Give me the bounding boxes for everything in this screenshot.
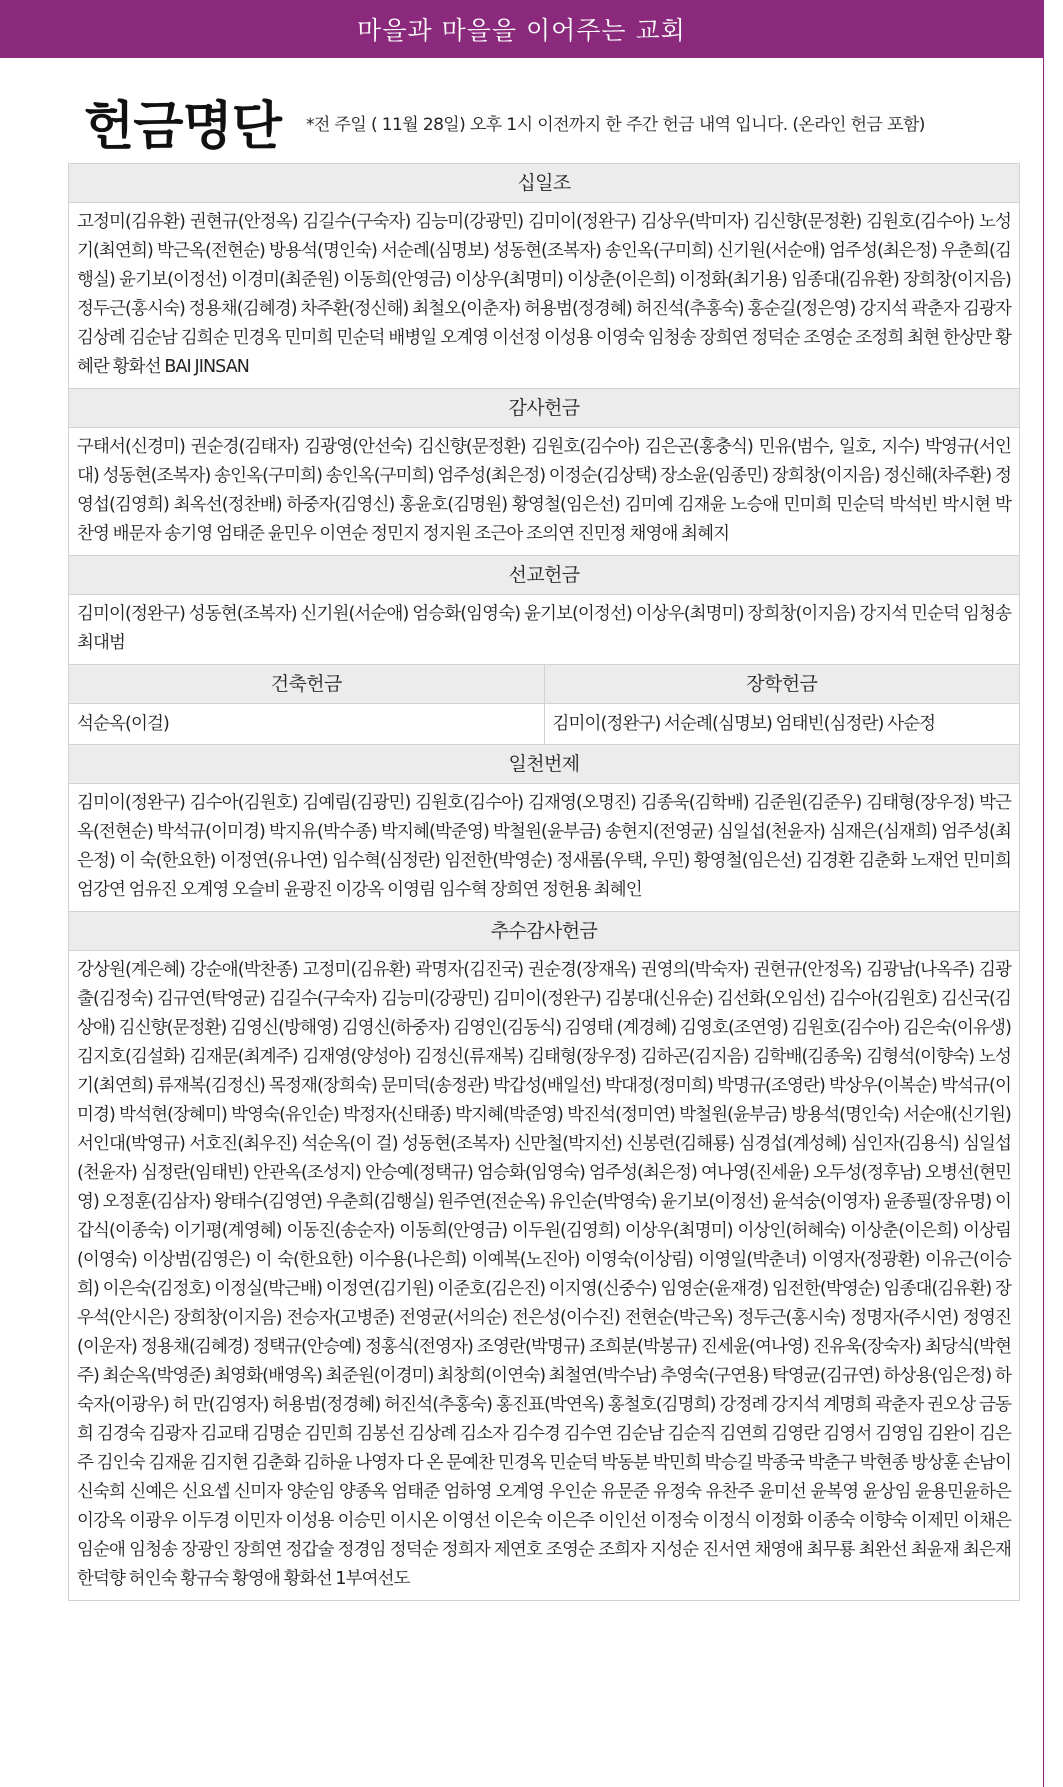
section-heading-scholarship: 장학헌금 — [545, 665, 1020, 704]
section-names-scholarship: 김미이(정완구) 서순례(심명보) 엄태빈(심정란) 사순정 — [552, 714, 936, 734]
page-subtitle: *전 주일 ( 11월 28일) 오후 1시 이전까지 한 주간 헌금 내역 입니다. (온라인 헌금 포함) — [306, 115, 925, 135]
section-heading-mission: 선교헌금 — [69, 556, 1019, 595]
section-heading-tithe: 십일조 — [69, 164, 1019, 203]
section-names-tithe: 고정미(김유환) 권현규(안정옥) 김길수(구숙자) 김능미(강광민) 김미이(정완구) 김상우(박미자) 김신향(문정환) 김원호(김수아) 노성기(최연희) 박근옥(전현순) 방용석(명인숙) 서순례(심명보) 성동현(조복자) 송인옥(구미희) 신기원(서순애) 엄주성(최은정) 우춘희(김행실) 윤기보(이정선) 이경미(최준원) 이동희(안영금) 이상우(최명미) 이상춘(이은희) 이정화(최기용) 임종대(김유환) 장희창(이지음) 정두근(홍시숙) 정용채(김혜경) 차주환(정신해) 최철오(이춘자) 허용범(정경혜) 허진석(추홍숙) 홍순길(정은영) 강지석 곽춘자 김광자 김상례 김순남 김희순 민경옥 민미희 민순덕 배병일 오계영 이선정 이성용 이영숙 임청송 장희연 정덕순 조영순 조정희 최현 한상만 황혜란 황화선 BAI JINSAN — [69, 203, 1019, 389]
section-names-mission: 김미이(정완구) 성동현(조복자) 신기원(서순애) 엄승화(임영숙) 윤기보(이정선) 이상우(최명미) 장희창(이지음) 강지석 민순덕 임청송 최대범 — [69, 595, 1019, 665]
section-names-thanks: 구태서(신경미) 권순경(김태자) 김광영(안선숙) 김신향(문정환) 김원호(김수아) 김은곤(홍충식) 민유(범수, 일호, 지수) 박영규(서인대) 성동현(조복자) 송인옥(구미희) 송인옥(구미희) 엄주성(최은정) 이정순(김상택) 장소윤(임종민) 장희창(이지음) 정신해(차주환) 정영섭(김영희) 최옥선(정찬배) 하중자(김영신) 홍윤호(김명원) 황영철(임은선) 김미예 김재윤 노승애 민미희 민순덕 박석빈 박시현 박찬영 배문자 송기영 엄태준 윤민우 이연순 정민지 정지원 조근아 조의연 진민정 채영애 최혜지 — [69, 428, 1019, 556]
section-heading-thanks: 감사헌금 — [69, 389, 1019, 428]
section-names-ilcheon: 김미이(정완구) 김수아(김원호) 김예림(김광민) 김원호(김수아) 김재영(오명진) 김종욱(김학배) 김준원(김준우) 김태형(장우정) 박근옥(전현순) 박석규(이미경) 박지유(박수종) 박지혜(박준영) 박철원(윤부금) 송현지(전영균) 심일섭(천윤자) 심재은(심재희) 엄주성(최은정) 이 숙(한요한) 이정연(유나연) 임수혁(심정란) 임전한(박영순) 정새롬(우택, 우민) 황영철(임은선) 김경환 김춘화 노재언 민미희 엄강연 엄유진 오계영 오슬비 윤광진 이강옥 이영림 임수혁 장희연 정헌용 최혜인 — [69, 784, 1019, 912]
right-border-rule — [1043, 0, 1044, 1787]
two-column-row — [69, 665, 1019, 745]
banner-text: 마을과 마을을 이어주는 교회 — [357, 16, 686, 45]
offering-list-table — [68, 163, 1020, 1601]
top-banner — [0, 0, 1043, 58]
section-heading-ilcheon: 일천번제 — [69, 745, 1019, 784]
page-title: 헌금명단 — [84, 96, 281, 157]
section-heading-harvest: 추수감사헌금 — [69, 912, 1019, 951]
scholarship-column — [544, 665, 1020, 744]
section-names-harvest: 강상원(계은혜) 강순애(박찬종) 고정미(김유환) 곽명자(김진국) 권순경(장재옥) 권영의(박숙자) 권현규(안정옥) 김광남(나옥주) 김광출(김정숙) 김규연(탁영균) 김길수(구숙자) 김능미(강광민) 김미이(정완구) 김봉대(신유순) 김선화(오임선) 김수아(김원호) 김신국(김상애) 김신향(문정환) 김영신(방해영) 김영신(하중자) 김영인(김동식) 김영태 (계경혜) 김영호(조연영) 김원호(김수아) 김은숙(이유생) 김지호(김설화) 김재문(최계주) 김재영(양성아) 김정신(류재복) 김태형(장우정) 김하곤(김지음) 김학배(김종욱) 김형석(이향숙) 노성기(최연희) 류재복(김정신) 목정재(장희숙) 문미덕(송정관) 박갑성(배일선) 박대정(정미희) 박명규(조영란) 박상우(이복순) 박석규(이미경) 박석현(장혜미) 박영숙(유인순) 박정자(신태종) 박지혜(박준영) 박진석(정미연) 박철원(윤부금) 방용석(명인숙) 서순애(신기원) 서인대(박영규) 서호진(최우진) 석순옥(이 걸) 성동현(조복자) 신만철(박지선) 신봉련(김해룡) 심경섭(계성혜) 심인자(김용식) 심일섭(천윤자) 심정란(임태빈) 안관옥(조성지) 안승예(정택규) 엄승화(임영숙) 엄주성(최은정) 여나영(진세윤) 오두성(정후남) 오병선(현민영) 오정훈(김삼자) 왕태수(김영연) 우춘희(김행실) 원주연(전순옥) 유인순(박영숙) 윤기보(이정선) 윤석숭(이영자) 윤종필(장유명) 이갑식(이종숙) 이기평(계영혜) 이동진(송순자) 이동희(안영금) 이두원(김영희) 이상우(최명미) 이상인(허혜숙) 이상춘(이은희) 이상림(이영숙) 이상범(김영은) 이 숙(한요한) 이수용(나은희) 이예복(노진아) 이영숙(이상림) 이영일(박춘녀) 이영자(정광환) 이유근(이승희) 이은숙(김정호) 이정실(박근배) 이정연(김기원) 이준호(김은진) 이지영(신중수) 임영순(윤재경) 임전한(박영순) 임종대(김유환) 장우석(안시은) 장희창(이지음) 전승자(고병준) 전영균(서의순) 전은성(이수진) 전현순(박근옥) 정두근(홍시숙) 정명자(주시연) 정영진(이운자) 정용채(김혜경) 정택규(안승예) 정홍식(전영자) 조영란(박명규) 조희분(박봉규) 진세윤(여나영) 진유욱(장숙자) 최당식(박현주) 최순옥(박영준) 최영화(배영옥) 최준원(이경미) 최창희(이연숙) 최철연(박수남) 추영숙(구연용) 탁영균(김규연) 하상용(임은정) 하숙자(이광우) 허 만(김영자) 허용범(정경혜) 허진석(추홍숙) 홍진표(박연옥) 홍철호(김명희) 강정례 강지석 계명희 곽춘자 권오상 금동희 김경숙 김광자 김교태 김명순 김민희 김봉선 김상례 김소자 김수경 김수연 김순남 김순직 김연희 김영란 김영서 김영임 김완이 김은주 김인숙 김재윤 김지현 김춘화 김하윤 나영자 다 온 문예찬 민경옥 민순덕 박동분 박민희 박승길 박종국 박춘구 박현종 방상훈 손남이 신숙희 신예은 신요셉 신미자 양순임 양종옥 엄태준 엄하영 오계영 우인순 유문준 유정숙 유찬주 윤미선 윤복영 윤상임 윤용민윤하은 이강옥 이광우 이두경 이민자 이성용 이승민 이시온 이영선 이은숙 이은주 이인선 이정숙 이정식 이정화 이종숙 이향숙 이제민 이채은 임순애 임청송 장광인 장희연 정갑술 정경임 정덕순 정희자 제연호 조영순 조희자 지성순 진서연 채영애 최무룡 최완선 최윤재 최은재 한덕향 허인숙 황규숙 황영애 황화선 1부여선도 — [77, 960, 1011, 1589]
section-heading-building: 건축헌금 — [69, 665, 544, 704]
building-column — [69, 665, 544, 744]
page-header — [84, 84, 1023, 157]
section-names-building: 석순옥(이걸) — [77, 714, 169, 734]
